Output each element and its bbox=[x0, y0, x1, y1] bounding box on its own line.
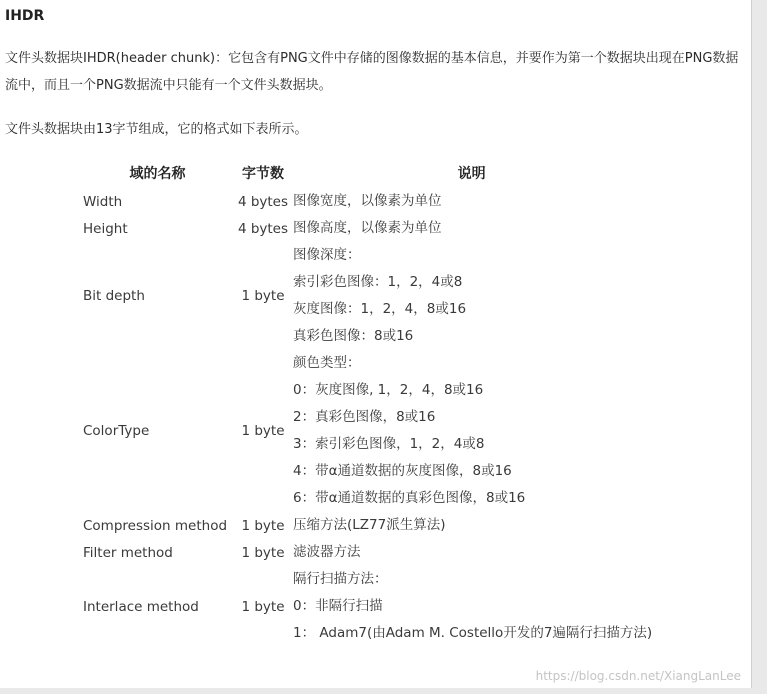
description-cell bbox=[291, 566, 652, 647]
description-line: 灰度图像：1，2，4，8或16 bbox=[293, 301, 467, 317]
field-name-cell: Compression method bbox=[83, 517, 228, 534]
byte-count-cell: 1 byte bbox=[241, 598, 285, 615]
header-description: 说明 bbox=[457, 166, 486, 182]
field-name-cell: Height bbox=[83, 220, 128, 237]
description-line: 6：带α通道数据的真彩色图像，8或16 bbox=[293, 490, 526, 506]
field-name-cell: Bit depth bbox=[83, 288, 145, 304]
ihdr-format-table bbox=[80, 158, 652, 647]
description-line: 0：非隔行扫描 bbox=[293, 598, 383, 614]
header-byte-count: 字节数 bbox=[242, 166, 284, 182]
table-row bbox=[80, 566, 652, 647]
description-line: 真彩色图像：8或16 bbox=[293, 328, 414, 344]
description-line: 1： Adam7(由Adam M. Costello开发的7遍隔行扫描方法) bbox=[293, 625, 653, 641]
description-line: 滤波器方法 bbox=[293, 544, 361, 560]
description-line: 3：索引彩色图像，1，2，4或8 bbox=[293, 436, 485, 452]
description-line: 图像宽度，以像素为单位 bbox=[293, 193, 442, 209]
table-row bbox=[80, 242, 652, 350]
description-line: 颜色类型： bbox=[293, 355, 361, 371]
table-header-row bbox=[80, 158, 652, 188]
description-line: 索引彩色图像：1，2，4或8 bbox=[293, 274, 463, 290]
description-line: 图像深度： bbox=[293, 247, 361, 263]
table-row bbox=[80, 188, 652, 215]
description-line: 压缩方法(LZ77派生算法) bbox=[293, 517, 446, 533]
description-line: 0：灰度图像, 1，2，4，8或16 bbox=[293, 382, 484, 398]
table-intro-paragraph: 文件头数据块由13字节组成，它的格式如下表所示。 bbox=[5, 122, 308, 137]
byte-count-cell: 1 byte bbox=[241, 288, 285, 304]
table-row bbox=[80, 512, 652, 539]
description-cell bbox=[291, 188, 652, 215]
table-row bbox=[80, 350, 652, 512]
byte-count-cell: 1 byte bbox=[241, 544, 285, 561]
field-name-cell: Filter method bbox=[83, 544, 173, 561]
watermark: https://blog.csdn.net/XiangLanLee bbox=[535, 669, 741, 683]
description-cell bbox=[291, 539, 652, 566]
intro-paragraph: 文件头数据块IHDR(header chunk)：它包含有PNG文件中存储的图像数据的基本信息，并要作为第一个数据块出现在PNG数据流中，而且一个PNG数据流中只能有一个文件头数据块。 bbox=[5, 51, 739, 93]
field-name-cell: Interlace method bbox=[83, 598, 199, 615]
description-cell bbox=[291, 242, 652, 350]
description-line: 2：真彩色图像，8或16 bbox=[293, 409, 436, 425]
description-cell bbox=[291, 512, 652, 539]
section-title: IHDR bbox=[5, 8, 45, 24]
header-field-name: 域的名称 bbox=[129, 166, 186, 182]
field-name-cell: ColorType bbox=[83, 423, 150, 439]
table-row bbox=[80, 215, 652, 242]
description-line: 隔行扫描方法： bbox=[293, 571, 388, 587]
description-line: 图像高度，以像素为单位 bbox=[293, 220, 442, 236]
byte-count-cell: 4 bytes bbox=[237, 193, 289, 210]
field-name-cell: Width bbox=[83, 193, 123, 210]
description-cell bbox=[291, 350, 652, 512]
byte-count-cell: 1 byte bbox=[241, 423, 285, 439]
byte-count-cell: 1 byte bbox=[241, 517, 285, 534]
table-row bbox=[80, 539, 652, 566]
byte-count-cell: 4 bytes bbox=[237, 220, 289, 237]
description-cell bbox=[291, 215, 652, 242]
description-line: 4：带α通道数据的灰度图像，8或16 bbox=[293, 463, 512, 479]
